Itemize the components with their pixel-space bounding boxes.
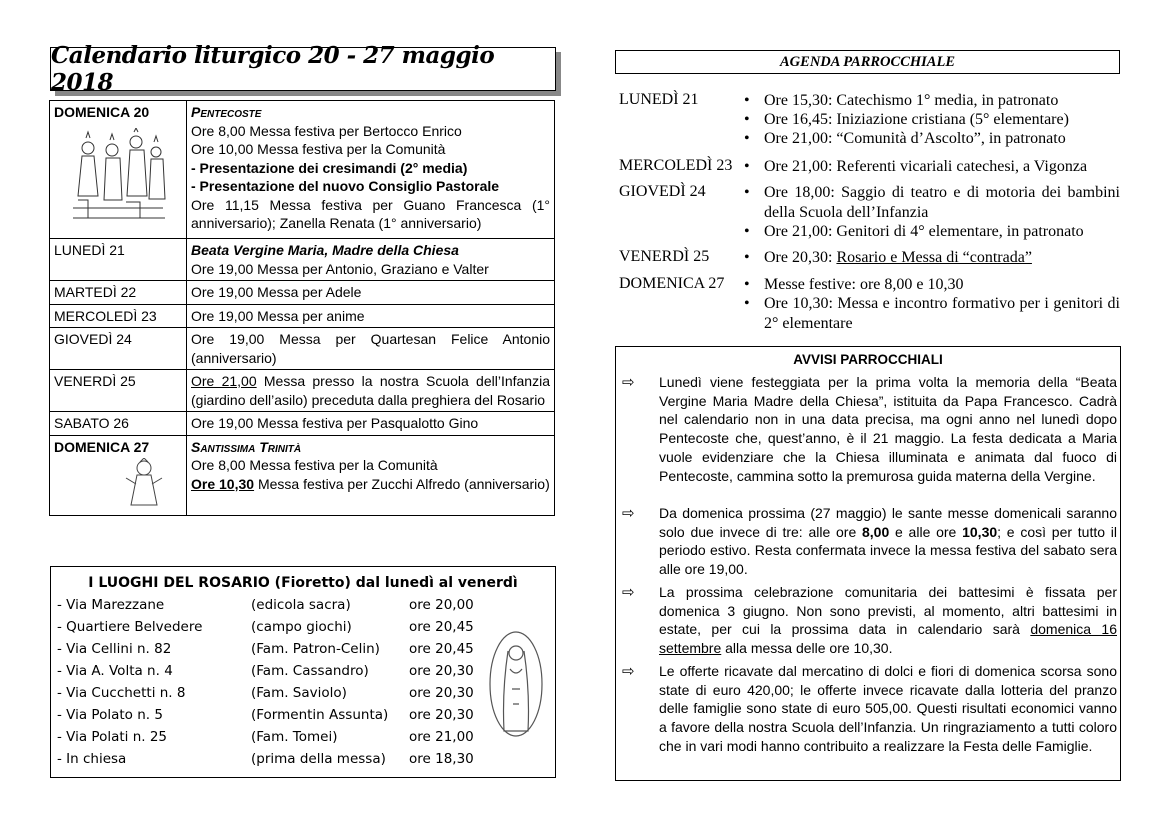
agenda-day: DOMENICA 27 bbox=[619, 275, 725, 292]
arrow-right-icon: ⇨ bbox=[622, 373, 635, 391]
celebration-cell bbox=[187, 239, 555, 281]
agenda-item: • Messe festive: ore 8,00 e 10,30 bbox=[745, 275, 1120, 295]
day-label: LUNEDÌ 21 bbox=[50, 239, 187, 281]
rosario-time: ore 20,45 bbox=[409, 641, 474, 657]
agenda-day: MERCOLEDÌ 23 bbox=[619, 157, 733, 174]
mass-line: Ore 11,15 Messa festiva per Guano Francesca (1° anniversario); Zanella Renata (1° anniversario) bbox=[191, 196, 550, 231]
celebration-heading: Santissima Trinità bbox=[191, 438, 302, 455]
rosario-location: (campo giochi) bbox=[251, 619, 352, 635]
rosario-place: - Via A. Volta n. 4 bbox=[57, 663, 173, 679]
rosario-location: (Fam. Patron-Celin) bbox=[251, 641, 380, 657]
arrow-right-icon: ⇨ bbox=[622, 583, 635, 601]
celebration-cell bbox=[187, 101, 555, 239]
title-box bbox=[50, 42, 556, 96]
calendar-row bbox=[50, 328, 555, 370]
day-label: VENERDÌ 25 bbox=[50, 370, 187, 412]
celebration-cell bbox=[187, 370, 555, 412]
mass-line: Ore 10,00 Messa festiva per la Comunità bbox=[191, 141, 446, 157]
rosario-place: - Via Polato n. 5 bbox=[57, 707, 163, 723]
mass-line: - Presentazione dei cresimandi (2° media) bbox=[191, 159, 468, 176]
rosario-time: ore 21,00 bbox=[409, 729, 474, 745]
rosario-time: ore 20,00 bbox=[409, 597, 474, 613]
mass-line: Ore 19,00 Messa per Antonio, Graziano e Valter bbox=[191, 260, 489, 277]
avvisi-title: AVVISI PARROCCHIALI bbox=[793, 352, 943, 367]
agenda-item: • Ore 21,00: Genitori di 4° elementare, in patronato bbox=[745, 222, 1120, 242]
rosario-place: - Via Cucchetti n. 8 bbox=[57, 685, 186, 701]
agenda-event: Rosario e Messa di “contrada” bbox=[836, 249, 1032, 266]
rosario-location: (Formentin Assunta) bbox=[251, 707, 389, 723]
calendar-row bbox=[50, 239, 555, 281]
mass-line: Ore 19,00 Messa per Quartesan Felice Antonio (anniversario) bbox=[187, 328, 555, 370]
madonna-illustration-icon bbox=[486, 629, 546, 739]
day-cell bbox=[50, 101, 187, 239]
agenda-day: VENERDÌ 25 bbox=[619, 248, 710, 265]
agenda-title: AGENDA PARROCCHIALE bbox=[615, 50, 1120, 74]
rosario-places-box bbox=[50, 566, 556, 778]
agenda-item: • Ore 16,45: Iniziazione cristiana (5° elementare) bbox=[745, 110, 1120, 130]
mass-line: Ore 19,00 Messa per Adele bbox=[187, 281, 555, 305]
calendar-row bbox=[50, 370, 555, 412]
rosario-place: - Via Polati n. 25 bbox=[57, 729, 168, 745]
avviso-text: Da domenica prossima (27 maggio) le sante messe domenicali saranno solo due invece di tre: alle ore 8,00 e alle ore 10,30; e così per tutto il periodo estivo. Resta confermata invece la messa festiva del sabato sera alle ore 19,00. bbox=[659, 505, 1118, 578]
pentecost-illustration-icon bbox=[68, 128, 168, 224]
day-label: MARTEDÌ 22 bbox=[50, 281, 187, 305]
agenda-item: • Ore 18,00: Saggio di teatro e di motoria dei bambini della Scuola dell’Infanzia bbox=[745, 183, 1120, 222]
day-label: GIOVEDÌ 24 bbox=[50, 328, 187, 370]
calendar-row bbox=[50, 101, 555, 239]
celebration-heading: Pentecoste bbox=[191, 104, 262, 120]
mass-line: Messa festiva per Zucchi Alfredo (anniversario) bbox=[254, 475, 550, 492]
agenda-item bbox=[745, 248, 1120, 268]
avvisi-box bbox=[615, 346, 1121, 781]
avviso-text: Le offerte ricavate dal mercatino di dolci e fiori di domenica scorsa sono state di euro 420,00; le offerte invece ricavate dalla lotteria del pranzo delle famiglie sono state di euro 505,00. Questi risultati economici vanno a favore della nostra Scuola dell’Infanzia. Un ringraziamento a tutti coloro che in vari modi hanno contribuito a realizzare la Festa delle Famiglie. bbox=[659, 663, 1117, 754]
rosario-location: (prima della messa) bbox=[251, 751, 386, 767]
rosario-location: (edicola sacra) bbox=[251, 597, 351, 613]
mass-line: - Presentazione del nuovo Consiglio Pastorale bbox=[191, 178, 500, 194]
rosario-location: (Fam. Tomei) bbox=[251, 729, 338, 745]
rosario-time: ore 20,45 bbox=[409, 619, 474, 635]
mass-time: Ore 10,30 bbox=[191, 475, 255, 492]
avviso-text: Lunedì viene festeggiata per la prima volta la memoria della “Beata Vergine Maria Madre della Chiesa”, istituita da Papa Francesco. Cadrà nel calendario non in una data precisa, ma ogni anno nel lunedì dopo Pentecoste che, quest’anno, è il 21 maggio. La festa dedicata a Maria vuole evidenziare che la Chiesa illuminata e animata dal fuoco di Pentecoste, cammina sotto la premurosa guida materna della Vergine. bbox=[659, 374, 1117, 484]
agenda-item: • Ore 15,30: Catechismo 1° media, in patronato bbox=[745, 91, 1120, 111]
agenda-day: GIOVEDÌ 24 bbox=[619, 183, 706, 200]
rosario-time: ore 20,30 bbox=[409, 663, 474, 679]
mass-line: Ore 8,00 Messa festiva per la Comunità bbox=[191, 457, 438, 473]
rosario-time: ore 20,30 bbox=[409, 707, 474, 723]
day-cell bbox=[50, 435, 187, 515]
day-label: SABATO 26 bbox=[50, 412, 187, 436]
mass-line: Ore 19,00 Messa festiva per Pasqualotto Gino bbox=[187, 412, 555, 436]
agenda-item: • Ore 10,30: Messa e incontro formativo per i genitori di 2° elementare bbox=[745, 294, 1120, 333]
avviso-text: La prossima celebrazione comunitaria dei battesimi è fissata per domenica 3 giugno. Non sono previsti, al momento, altri battesimi in estate, per cui la prossima data in calendario sarà domenica 16 settembre alla messa delle ore 10,30. bbox=[659, 584, 1117, 657]
day-label: DOMENICA 27 bbox=[54, 438, 150, 455]
rosario-place: - Via Cellini n. 82 bbox=[57, 641, 172, 657]
trinity-illustration-icon bbox=[122, 458, 166, 510]
rosario-place: - In chiesa bbox=[57, 751, 127, 767]
calendar-row bbox=[50, 281, 555, 305]
calendar-row bbox=[50, 412, 555, 436]
arrow-right-icon: ⇨ bbox=[622, 662, 635, 680]
agenda-item: • Ore 21,00: Referenti vicariali catechesi, a Vigonza bbox=[745, 157, 1120, 177]
mass-line: Messa presso la nostra Scuola dell’Infanzia (giardino dell’asilo) preceduta dalla preghiera del Rosario bbox=[191, 373, 550, 408]
mass-line: Ore 19,00 Messa per anime bbox=[187, 304, 555, 328]
mass-line: Ore 8,00 Messa festiva per Bertocco Enrico bbox=[191, 122, 462, 139]
rosario-place: - Quartiere Belvedere bbox=[57, 619, 203, 635]
day-label: DOMENICA 20 bbox=[54, 104, 150, 120]
agenda-time: Ore 20,30: bbox=[764, 249, 837, 266]
rosario-place: - Via Marezzane bbox=[57, 597, 165, 613]
rosario-location: (Fam. Cassandro) bbox=[251, 663, 369, 679]
day-label: MERCOLEDÌ 23 bbox=[50, 304, 187, 328]
rosario-location: (Fam. Saviolo) bbox=[251, 685, 347, 701]
calendar-row bbox=[50, 304, 555, 328]
page-title: Calendario liturgico 20 - 27 maggio 2018 bbox=[51, 42, 495, 96]
arrow-right-icon: ⇨ bbox=[622, 504, 635, 522]
agenda-day: LUNEDÌ 21 bbox=[619, 91, 699, 108]
rosario-time: ore 18,30 bbox=[409, 751, 474, 767]
rosario-time: ore 20,30 bbox=[409, 685, 474, 701]
celebration-heading: Beata Vergine Maria, Madre della Chiesa bbox=[191, 242, 459, 258]
mass-time: Ore 21,00 bbox=[191, 373, 257, 389]
rosario-title: I LUOGHI DEL ROSARIO (Fioretto) dal lunedì al venerdì bbox=[88, 575, 518, 591]
calendar-row bbox=[50, 435, 555, 515]
celebration-cell bbox=[187, 435, 555, 515]
agenda-item: • Ore 21,00: “Comunità d’Ascolto”, in patronato bbox=[745, 129, 1120, 149]
liturgical-calendar-table bbox=[49, 100, 555, 516]
